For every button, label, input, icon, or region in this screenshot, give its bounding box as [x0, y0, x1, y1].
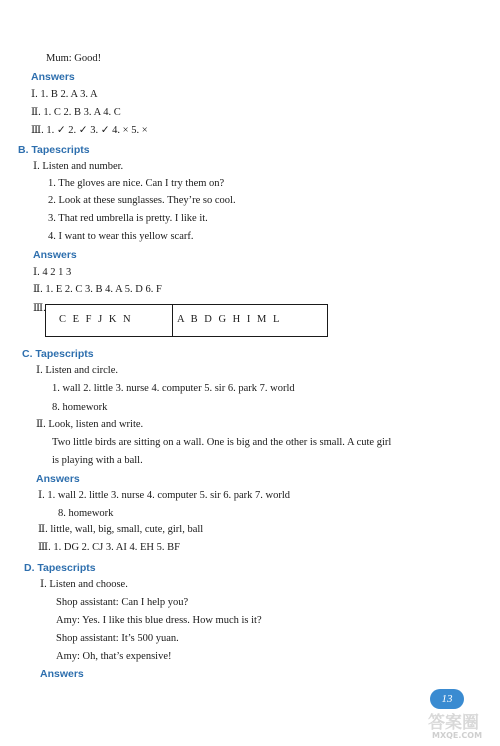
letter-box-divider: [172, 305, 173, 336]
task-title: Ⅱ. Look, listen and write.: [36, 419, 144, 430]
tapescript-line: Two little birds are sitting on a wall. One is big and the other is small. A cute girl: [52, 437, 392, 448]
tapescript-line: 3. That red umbrella is pretty. I like it.: [48, 213, 208, 224]
task-title: Ⅰ. Listen and number.: [33, 161, 124, 172]
section-heading-c: C. Tapescripts: [22, 348, 94, 360]
answer-line-label: Ⅲ.: [33, 303, 46, 314]
watermark-subtext: MXQE.COM: [432, 731, 483, 740]
tapescript-line: 1. The gloves are nice. Can I try them on?: [48, 178, 225, 189]
answers-label: Answers: [36, 473, 80, 485]
answer-line: Ⅱ. little, wall, big, small, cute, girl, ball: [38, 524, 204, 535]
answers-label: Answers: [31, 71, 75, 83]
watermark-logo: [428, 708, 494, 742]
page-number-badge: 13: [430, 689, 464, 709]
word-list: 8. homework: [52, 402, 108, 413]
task-title: Ⅰ. Listen and choose.: [40, 579, 128, 590]
answer-line: Ⅲ. 1. ✓ 2. ✓ 3. ✓ 4. × 5. ×: [31, 125, 148, 136]
letter-group-left: C E F J K N: [59, 314, 131, 325]
watermark-text: 答案圈: [428, 713, 479, 733]
answer-line: Ⅰ. 1. wall 2. little 3. nurse 4. computer 5. sir 6. park 7. world: [38, 490, 291, 501]
dialog-line: Shop assistant: Can I help you?: [56, 597, 189, 608]
tapescript-line: 4. I want to wear this yellow scarf.: [48, 231, 194, 242]
answer-line: Ⅱ. 1. E 2. C 3. B 4. A 5. D 6. F: [33, 284, 162, 295]
tapescript-line: is playing with a ball.: [52, 455, 143, 466]
answer-line: Ⅱ. 1. C 2. B 3. A 4. C: [31, 107, 121, 118]
dialog-line: Amy: Oh, that’s expensive!: [56, 651, 172, 662]
letter-group-right: A B D G H I M L: [177, 314, 280, 325]
word-list: 1. wall 2. little 3. nurse 4. computer 5. sir 6. park 7. world: [52, 383, 295, 394]
answers-label: Answers: [33, 249, 77, 261]
dialog-line: Shop assistant: It’s 500 yuan.: [56, 633, 179, 644]
tapescript-line: 2. Look at these sunglasses. They’re so cool.: [48, 195, 236, 206]
answer-line: 8. homework: [58, 508, 114, 519]
answer-line: Ⅰ. 1. B 2. A 3. A: [31, 89, 98, 100]
answer-line: Ⅲ. 1. DG 2. CJ 3. AI 4. EH 5. BF: [38, 542, 180, 553]
section-heading-d: D. Tapescripts: [24, 562, 96, 574]
dialog-line: Mum: Good!: [46, 53, 102, 64]
answers-label: Answers: [40, 668, 84, 680]
section-heading-b: B. Tapescripts: [18, 144, 90, 156]
task-title: Ⅰ. Listen and circle.: [36, 365, 118, 376]
letter-box: [45, 304, 328, 337]
dialog-line: Amy: Yes. I like this blue dress. How much is it?: [56, 615, 262, 626]
answer-line: Ⅰ. 4 2 1 3: [33, 267, 72, 278]
